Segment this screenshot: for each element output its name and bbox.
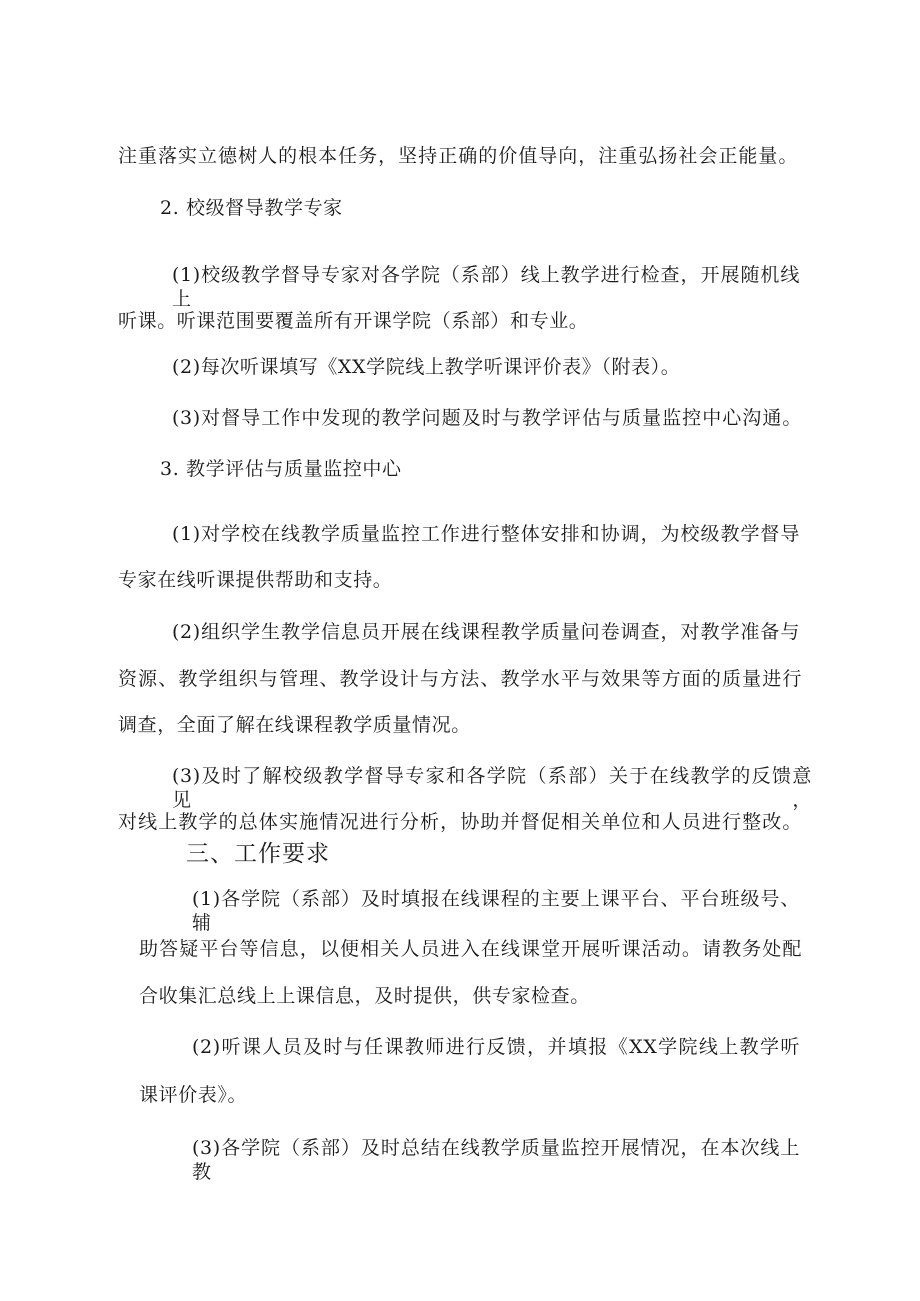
paragraph-line: 调查，全面了解在线课程教学质量情况。 (118, 714, 471, 736)
paragraph-line: 课评价表》。 (139, 1084, 248, 1106)
section-subheading: 3. 教学评估与质量监控中心 (160, 458, 402, 480)
paragraph-line: (3)对督导工作中发现的教学问题及时与教学评估与质量监控中心沟通。 (172, 407, 802, 429)
section-heading: 三、工作要求 (186, 841, 330, 867)
paragraph-line: (2)每次听课填写《XX学院线上教学听课评价表》（附表）。 (172, 356, 681, 378)
paragraph-line: 对线上教学的总体实施情况进行分析，协助并督促相关单位和人员进行整改。 (118, 811, 802, 833)
paragraph-line: (3)各学院（系部）及时总结在线教学质量监控开展情况，在本次线上教 (192, 1137, 800, 1183)
paragraph-line: 合收集汇总线上上课信息，及时提供，供专家检查。 (139, 985, 590, 1007)
paragraph-line: 专家在线听课提供帮助和支持。 (118, 569, 393, 591)
paragraph-line: (1)各学院（系部）及时填报在线课程的主要上课平台、平台班级号、辅 (192, 888, 800, 934)
paragraph-line: (1)对学校在线教学质量监控工作进行整体安排和协调，为校级教学督导 (172, 523, 800, 545)
section-subheading: 2. 校级督导教学专家 (160, 197, 343, 219)
paragraph-line: 资源、教学组织与管理、教学设计与方法、教学水平与效果等方面的质量进行 (118, 668, 802, 690)
paragraph-line: (2)听课人员及时与任课教师进行反馈，并填报《XX学院线上教学听 (192, 1036, 800, 1058)
paragraph-line: (1)校级教学督导专家对各学院（系部）线上教学进行检查，开展随机线上 (172, 264, 800, 310)
paragraph-line: 助答疑平台等信息，以便相关人员进入在线课堂开展听课活动。请教务处配 (139, 938, 802, 960)
paragraph-line: (3)及时了解校级教学督导专家和各学院（系部）关于在线教学的反馈意见， (172, 765, 812, 811)
paragraph-line: 注重落实立德树人的根本任务，坚持正确的价值导向，注重弘扬社会正能量。 (118, 145, 798, 167)
paragraph-line: 听课。听课范围要覆盖所有开课学院（系部）和专业。 (118, 310, 589, 332)
paragraph-line: (2)组织学生教学信息员开展在线课程教学质量问卷调查，对教学准备与 (172, 621, 800, 643)
